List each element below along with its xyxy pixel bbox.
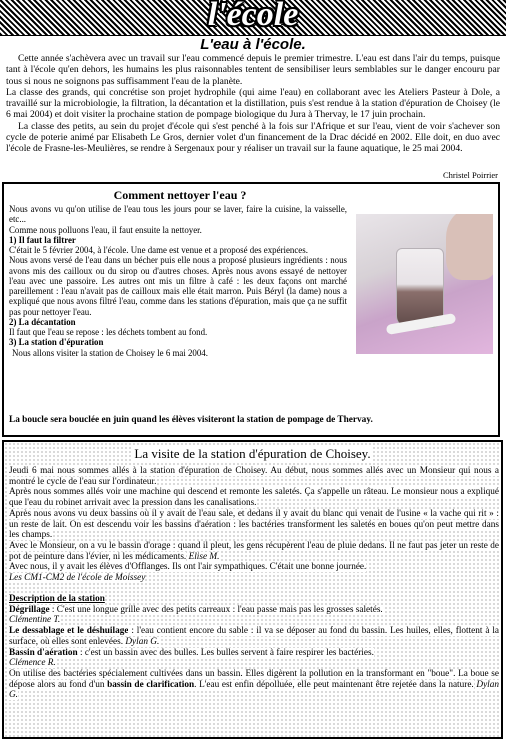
intro-paragraph: La classe des grands, qui concrétise son projet hydrophile (qui aime l'eau) en collaborant avec les Ateliers Pasteur à Dole, a travaillé sur la microbiologie, la filtration, la décantation et la distillation, puis s'est rendue à la station d'épuration de Choisey (le 6 mai 2004) et doit visiter la prochaine station de pompage biologique du Jura à Thervay, le 17 juin prochain.	[6, 86, 500, 121]
paragraph: C'était le 5 février 2004, à l'école. Une dame est venue et a proposé des expériences.	[9, 245, 308, 255]
paragraph: Après nous sommes allés voir une machine qui descend et remonte les saletés. Ça s'appelle un râteau. Le monsieur nous a expliqué que l'eau du robinet arrivait avec la pression dans les canalisations.	[9, 487, 499, 509]
box-title	[4, 446, 501, 462]
paragraph: Après nous avons vu deux bassins où il y avait de l'eau sale, et dedans il y avait du blanc qui venait de l'usine « la vache qui rit » : un reste de lait. On est descendu voir les bassins d'aération : les bactéries transforment les saletés en boues qu'on peut mettre dans les champs.	[9, 508, 499, 541]
signature: Clémentine T.	[9, 615, 61, 626]
definition: : c'est un bassin avec des bulles. Les bulles servent à faire respirer les bactéries.	[77, 647, 374, 658]
header-banner	[0, 0, 506, 36]
definition: : l'eau contient encore du sable : il va se déposer au fond du bassin. Les huiles, elles, flottent à la surface, où elles sont enlevées.	[9, 626, 500, 647]
paragraph: Comme nous polluons l'eau, il faut ensuite la nettoyer.	[9, 224, 202, 235]
page-title: l'école	[207, 0, 299, 33]
box-title: Comment nettoyer l'eau ?	[113, 188, 247, 202]
paragraph: Il faut que l'eau se repose : les déchets tombent au fond.	[9, 327, 208, 337]
step-heading: 2) La décantation	[9, 316, 76, 327]
paragraph: Jeudi 6 mai nous sommes allés à la station d'épuration de Choisey. Au début, nous sommes allés avec un Monsieur qui nous a montré le cycle de l'eau sur l'ordinateur.	[9, 466, 499, 487]
author-signature: Christel Poirrier	[442, 170, 498, 180]
photo-hand	[446, 214, 493, 280]
intro-paragraph: Cette année s'achèvera avec un travail sur l'eau commencé depuis le premier trimestre. L'eau est dans l'air du temps, puisque tant à l'école qu'en dehors, les humains les plus raisonnables tentent de sensibiliser leurs semblables sur le danger encouru par tous si nous ne soignons pas suffisamment l'eau de la planète.	[6, 53, 500, 87]
experiment-photo	[356, 214, 493, 354]
term: Le dessablage et le déshuilage	[9, 626, 129, 637]
section-title-eau: L'eau à l'école.	[200, 36, 306, 53]
intro-paragraph: La classe des petits, au sein du projet d'école qui s'est penché à la fois sur l'Afrique et sur l'eau, vient de voir s'achever son cycle de poterie animé par Elisabeth Le Gros, dernier volet d'un financement de la Drac décidé en 2002. Elle doit, en duo avec l'école de Frasne-les-Meulières, se rendre à Sergenaux pour y réaliser un travail sur la faune aquatique, le 25 mai 2004.	[6, 120, 500, 155]
term: bassin de clarification	[107, 679, 195, 690]
signature: Clémence R.	[9, 658, 56, 669]
step-heading: 3) La station d'épuration	[9, 337, 104, 348]
step-heading: 1) Il faut la filtrer	[9, 234, 76, 245]
cleaning-box	[2, 182, 500, 437]
definition: : C'est une longue grille avec des petits carreaux : l'eau passe mais pas les grosses saletés.	[49, 604, 383, 615]
intro-article	[6, 53, 500, 155]
visit-box	[2, 440, 503, 739]
paragraph: Avec le Monsieur, on a vu le bassin d'orage : quand il pleut, les gens récupèrent l'eau de pluie dedans. Il ne faut pas jeter un reste de pot de peinture dans l'évier, ni les médicaments.	[9, 541, 499, 562]
description-heading: Description de la station	[9, 593, 105, 604]
signature: Dylan G.	[125, 636, 160, 647]
signature: Dylan G.	[9, 679, 499, 701]
box-footer: La boucle sera bouclée en juin quand les élèves visiteront la station de pompage de Thervay.	[9, 415, 373, 425]
term: Dégrillage	[9, 604, 50, 615]
paragraph: Nous allons visiter la station de Choisey le 6 mai 2004.	[12, 347, 208, 358]
box-body	[9, 204, 347, 358]
term: Bassin d'aération	[9, 647, 78, 658]
paragraph: Nous avons versé de l'eau dans un bécher puis elle nous a proposé plusieurs ingrédients : nous avons mis des cailloux ou du sirop ou d'autres choses. Après nous avons essayé de nettoyer l'eau avec une passoire. Les autres ont mis un filtre à café : les deux façons ont marché pareillement : l'eau n'avait pas de cailloux mais elle était marron. Puis Béryl (la dame) nous a expliqué que nous avons filtré l'eau, comme dans les stations d'épuration, mais que ça ne suffit pas pour nettoyer l'eau.	[9, 255, 347, 317]
paragraph: Nous avons vu qu'on utilise de l'eau tous les jours pour se laver, faire la cuisine, la vaisselle, etc...	[9, 204, 347, 225]
box-body	[9, 466, 499, 701]
signature: Les CM1-CM2 de l'école de Moissey	[9, 573, 146, 584]
definition: . L'eau est enfin dépolluée, elle peut maintenant être rejetée dans la nature.	[194, 679, 474, 690]
signature: Elise M.	[188, 551, 220, 562]
box-title-text: La visite de la station d'épuration de Choisey.	[134, 446, 371, 461]
definition: On utilise des bactéries spécialement cultivées dans un bassin. Elles digèrent la pollution en la transformant en "boue". La boue se dépose alors au fond d'un	[9, 668, 499, 690]
paragraph: Avec nous, il y avait les élèves d'Offlanges. Ils ont l'air sympathiques. C'était une bonne journée.	[9, 562, 367, 573]
